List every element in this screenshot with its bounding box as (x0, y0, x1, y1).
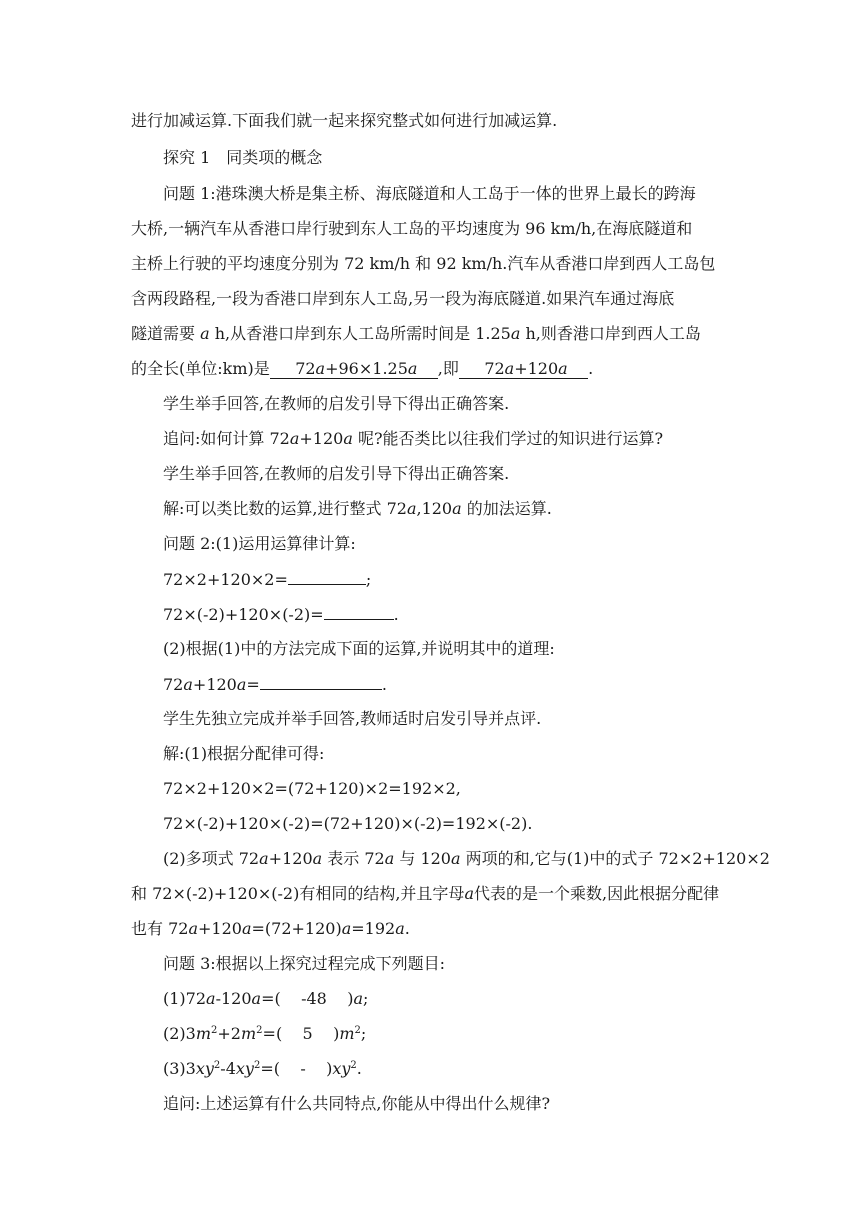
solution-expression: 72×(-2)+120×(-2)=(72+120)×(-2)=192×(-2). (163, 814, 533, 833)
answer-value: 5 (302, 1024, 313, 1043)
problem-2-expression: 72×2+120×2= ; (163, 570, 372, 589)
paragraph-line: 学生举手回答,在教师的启发引导下得出正确答案. (163, 394, 510, 413)
answer-blank-2: 72a+120a (459, 359, 588, 379)
paragraph-line: 学生先独立完成并举手回答,教师适时启发引导并点评. (163, 709, 542, 728)
problem-3-item: $(2)3m^2+2m^2=$( 5 )$m^2$; (163, 1024, 367, 1043)
solution-paragraph-line: 也有 72a+120a=(72+120)a=192a. (131, 919, 410, 938)
paragraph-line: 进行加减运算.下面我们就一起来探究整式如何进行加减运算. (131, 111, 558, 130)
answer-value: -48 (301, 989, 327, 1008)
followup-question: 追问:上述运算有什么共同特点,你能从中得出什么规律? (163, 1094, 551, 1113)
problem-2-expression: 72×(-2)+120×(-2)= . (163, 605, 399, 624)
solution-line: 解:可以类比数的运算,进行整式 72a,120a 的加法运算. (163, 499, 552, 518)
problem-1-line: 含两段路程,一段为香港口岸到东人工岛,另一段为海底隧道.如果汽车通过海底 (131, 289, 675, 308)
problem-1-line: 大桥,一辆汽车从香港口岸行驶到东人工岛的平均速度为 96 km/h,在海底隧道和 (131, 219, 693, 238)
paragraph-line: 学生举手回答,在教师的启发引导下得出正确答案. (163, 464, 510, 483)
problem-2-part-2: (2)根据(1)中的方法完成下面的运算,并说明其中的道理: (163, 639, 555, 658)
problem-1-line: 主桥上行驶的平均速度分别为 72 km/h 和 92 km/h.汽车从香港口岸到西人工岛包 (131, 254, 716, 273)
problem-1-line: 问题 1:港珠澳大桥是集主桥、海底隧道和人工岛于一体的世界上最长的跨海 (163, 184, 696, 203)
section-heading: 探究 1 同类项的概念 (163, 148, 323, 167)
solution-expression: 72×2+120×2=(72+120)×2=192×2, (163, 779, 461, 798)
solution-paragraph-line: (2)多项式 72a+120a 表示 72a 与 120a 两项的和,它与(1)中的式子 72×2+120×2 (163, 849, 770, 868)
answer-value: - (300, 1059, 306, 1078)
solution-paragraph-line: 和 72×(-2)+120×(-2)有相同的结构,并且字母a代表的是一个乘数,因此根据分配律 (131, 884, 720, 903)
problem-2-expression: 72a+120a= . (163, 675, 387, 694)
answer-blank-1: 72a+96×1.25a (270, 359, 438, 379)
problem-3-item: (1)72a-120a=( -48 )a; (163, 989, 369, 1008)
solution-line: 解:(1)根据分配律可得: (163, 744, 325, 763)
problem-3-item: $(3)3xy^2-4xy^2=$( - )$xy^2$. (163, 1059, 362, 1078)
blank-line (260, 674, 382, 690)
blank-line (288, 569, 366, 585)
problem-3-heading: 问题 3:根据以上探究过程完成下列题目: (163, 954, 446, 973)
problem-1-answer-line: 的全长(单位:km)是 72a+96×1.25a ,即 72a+120a . (131, 359, 594, 378)
followup-question: 追问:如何计算 72a+120a 呢?能否类比以往我们学过的知识进行运算? (163, 429, 664, 448)
problem-2-heading: 问题 2:(1)运用运算律计算: (163, 534, 356, 553)
blank-line (324, 604, 394, 620)
problem-1-line: 隧道需要 a h,从香港口岸到东人工岛所需时间是 1.25a h,则香港口岸到西人工岛 (131, 324, 701, 343)
